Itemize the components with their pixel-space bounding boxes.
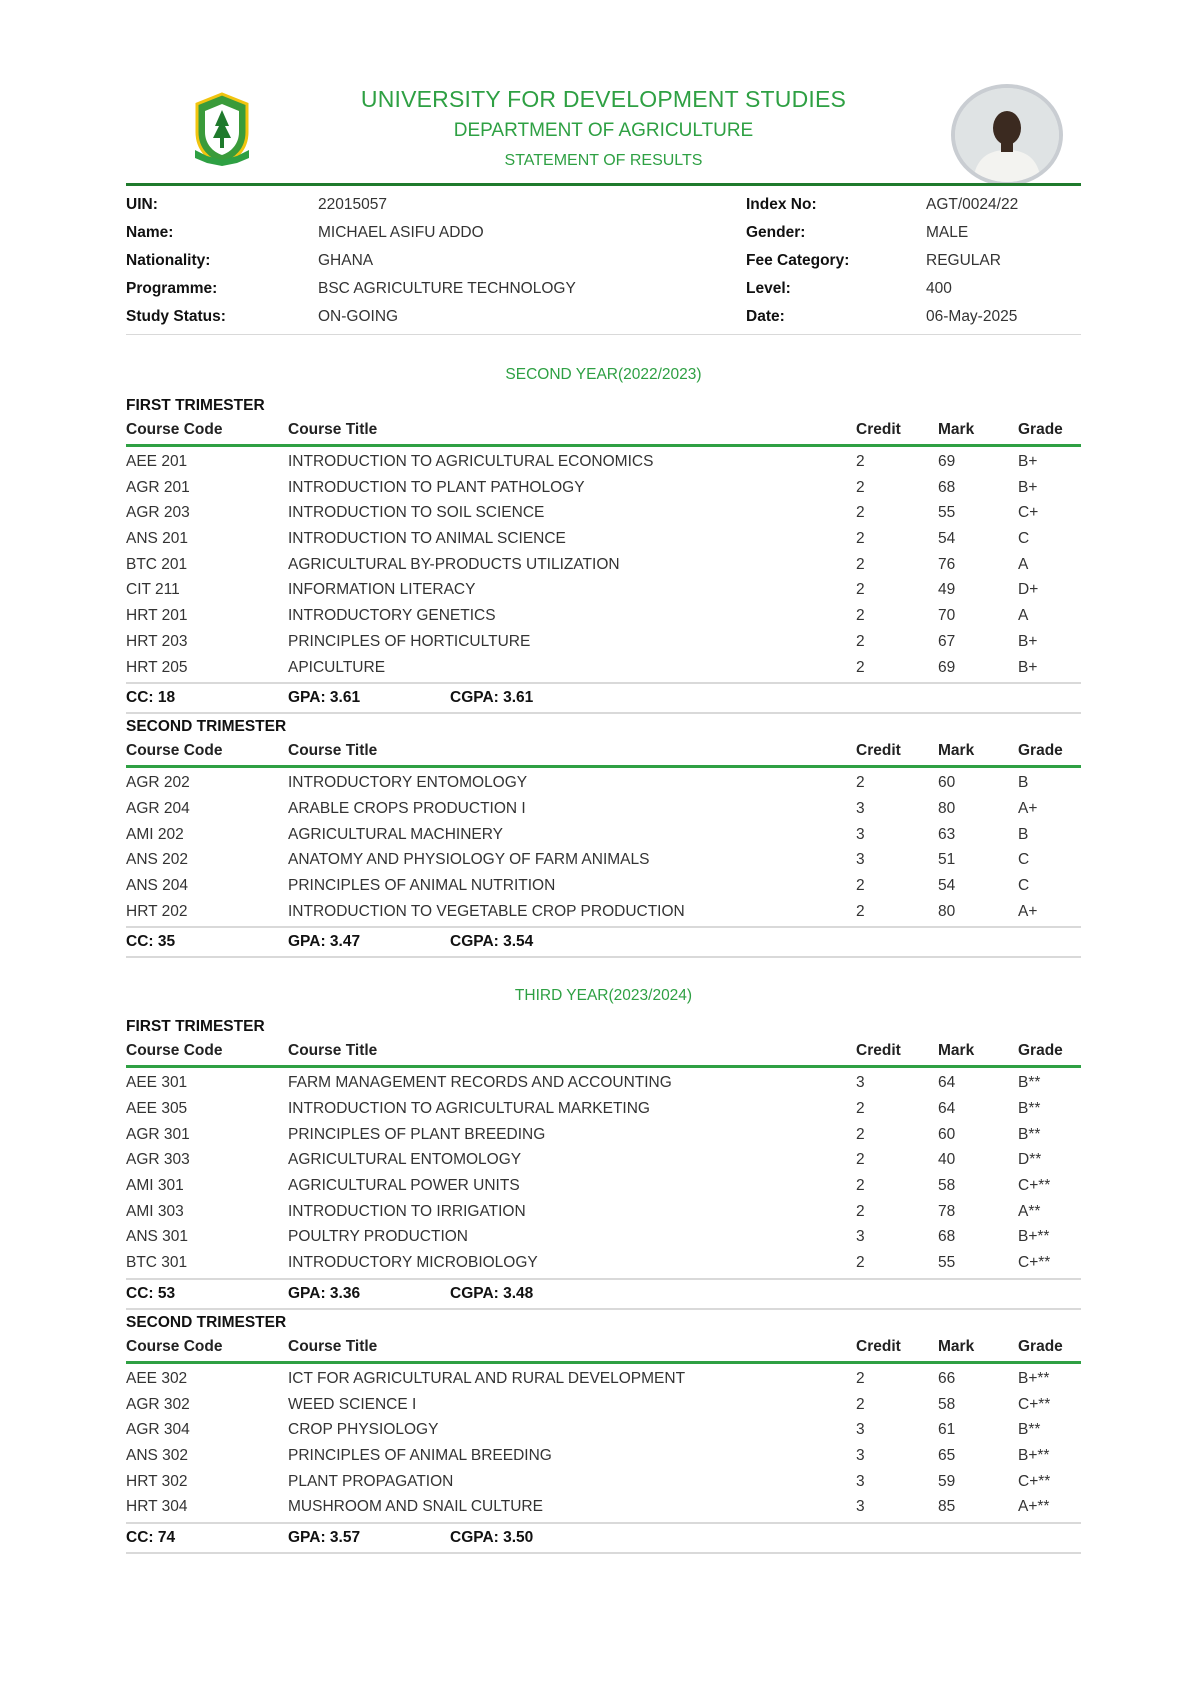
course-title-header: Course Title (288, 1042, 378, 1060)
table-row (126, 1122, 1081, 1148)
course-title: AGRICULTURAL ENTOMOLOGY (288, 1151, 522, 1169)
header-divider (126, 183, 1081, 186)
course-code: HRT 201 (126, 607, 188, 625)
table-row (126, 1443, 1081, 1469)
document-header (126, 0, 1081, 186)
table-header (126, 417, 1081, 447)
credit-value: 3 (856, 825, 865, 843)
mark-value: 61 (938, 1421, 956, 1439)
course-code: CIT 211 (126, 581, 180, 599)
table-header (126, 1038, 1081, 1068)
gender-value: MALE (926, 224, 969, 241)
study-status-value: ON-GOING (318, 308, 399, 325)
mark-value: 70 (938, 607, 956, 625)
grade-header: Grade (1018, 742, 1063, 760)
course-title: PRINCIPLES OF ANIMAL NUTRITION (288, 876, 556, 894)
grade-value: B+** (1018, 1228, 1050, 1246)
course-title-header: Course Title (288, 1337, 378, 1355)
trimester-summary (126, 926, 1081, 958)
fee-category-label: Fee Category: (746, 252, 850, 269)
grade-value: D+ (1018, 581, 1039, 599)
course-title: INTRODUCTION TO VEGETABLE CROP PRODUCTION (288, 902, 685, 920)
mark-value: 80 (938, 902, 956, 920)
table-row (126, 1417, 1081, 1443)
nationality-value: GHANA (318, 252, 374, 269)
credit-count: CC: 53 (126, 1284, 176, 1302)
credit-value: 2 (856, 1369, 865, 1387)
course-title: AGRICULTURAL MACHINERY (288, 825, 504, 843)
credit-value: 3 (856, 851, 865, 869)
info-row (126, 276, 1081, 304)
grade-header: Grade (1018, 1337, 1063, 1355)
grade-value: C+** (1018, 1177, 1051, 1195)
course-code: AGR 204 (126, 799, 190, 817)
mark-value: 54 (938, 876, 956, 894)
course-title: PLANT PROPAGATION (288, 1472, 454, 1490)
table-row (126, 1199, 1081, 1225)
university-name: UNIVERSITY FOR DEVELOPMENT STUDIES (360, 86, 847, 112)
course-code: ANS 204 (126, 876, 189, 894)
course-title-header: Course Title (288, 421, 378, 438)
course-code-header: Course Code (126, 742, 223, 760)
course-title: INTRODUCTORY ENTOMOLOGY (288, 774, 528, 792)
mark-value: 49 (938, 581, 956, 599)
grade-value: A (1018, 607, 1029, 625)
course-code: AGR 301 (126, 1125, 190, 1143)
table-row (126, 1250, 1081, 1276)
grade-header: Grade (1018, 1042, 1063, 1060)
grade-value: B** (1018, 1074, 1041, 1092)
mark-value: 58 (938, 1395, 956, 1413)
course-code: AEE 302 (126, 1369, 188, 1387)
course-code: HRT 203 (126, 632, 188, 650)
credit-value: 2 (856, 632, 865, 650)
course-code: AGR 202 (126, 774, 190, 792)
nationality-label: Nationality: (126, 252, 211, 269)
trimester-block (126, 1016, 1081, 1310)
study-status-label: Study Status: (126, 308, 226, 325)
cgpa-value: CGPA: 3.48 (450, 1284, 534, 1302)
grade-value: B** (1018, 1421, 1041, 1439)
mark-header: Mark (938, 421, 975, 438)
table-row (126, 1096, 1081, 1122)
year-title: THIRD YEAR(2023/2024) (514, 987, 693, 1005)
credit-value: 3 (856, 1421, 865, 1439)
cgpa-value: CGPA: 3.54 (450, 933, 534, 951)
info-row (126, 220, 1081, 248)
table-header (126, 738, 1081, 768)
mark-value: 69 (938, 658, 956, 676)
course-title: CROP PHYSIOLOGY (288, 1421, 439, 1439)
credit-header: Credit (856, 1337, 901, 1355)
course-title: INTRODUCTION TO AGRICULTURAL ECONOMICS (288, 453, 654, 470)
mark-value: 54 (938, 530, 956, 548)
credit-value: 2 (856, 774, 865, 792)
course-title: INTRODUCTION TO SOIL SCIENCE (288, 504, 545, 522)
course-code-header: Course Code (126, 1337, 223, 1355)
course-title: POULTRY PRODUCTION (288, 1228, 468, 1246)
grade-value: A+ (1018, 799, 1038, 817)
year-title: SECOND YEAR(2022/2023) (505, 366, 702, 383)
grade-value: B+** (1018, 1369, 1050, 1387)
credit-value: 2 (856, 658, 865, 676)
mark-value: 51 (938, 851, 956, 869)
table-row (126, 847, 1081, 873)
course-title: INTRODUCTION TO IRRIGATION (288, 1202, 526, 1220)
table-row (126, 1173, 1081, 1199)
course-title: ICT FOR AGRICULTURAL AND RURAL DEVELOPMENT (288, 1369, 686, 1387)
grade-value: B+** (1018, 1446, 1050, 1464)
credit-value: 2 (856, 1177, 865, 1195)
mark-value: 67 (938, 632, 956, 650)
course-title: INTRODUCTION TO ANIMAL SCIENCE (288, 530, 566, 548)
trimester-block (126, 716, 1081, 958)
course-code-header: Course Code (126, 1042, 223, 1060)
uin-value: 22015057 (318, 196, 387, 213)
credit-value: 2 (856, 478, 865, 496)
table-row (126, 1147, 1081, 1173)
info-row (126, 248, 1081, 276)
mark-value: 64 (938, 1100, 956, 1117)
credit-value: 2 (856, 1395, 865, 1413)
table-row (126, 1366, 1081, 1392)
table-header (126, 1334, 1081, 1364)
mark-value: 68 (938, 1228, 956, 1246)
gpa-value: GPA: 3.36 (288, 1284, 361, 1302)
title-block (126, 86, 1081, 174)
course-title: INTRODUCTION TO AGRICULTURAL MARKETING (288, 1100, 650, 1117)
grade-value: B (1018, 774, 1029, 792)
grade-value: C+** (1018, 1472, 1051, 1490)
grade-value: C (1018, 530, 1030, 548)
course-title: APICULTURE (288, 658, 386, 676)
course-code: BTC 301 (126, 1254, 188, 1272)
grade-value: C+ (1018, 504, 1039, 522)
course-code: AGR 203 (126, 504, 190, 522)
mark-value: 63 (938, 825, 956, 843)
table-row (126, 770, 1081, 796)
course-code: HRT 304 (126, 1498, 188, 1516)
grade-value: B+ (1018, 453, 1038, 470)
course-title: AGRICULTURAL BY-PRODUCTS UTILIZATION (288, 555, 620, 573)
date-label: Date: (746, 308, 785, 325)
grade-value: A** (1018, 1202, 1041, 1220)
grade-value: A+ (1018, 902, 1038, 920)
credit-value: 2 (856, 581, 865, 599)
results-section (126, 363, 1081, 1554)
course-title: PRINCIPLES OF PLANT BREEDING (288, 1125, 546, 1143)
table-row (126, 449, 1081, 475)
grade-value: A (1018, 555, 1029, 573)
credit-value: 2 (856, 530, 865, 548)
trimester-title: SECOND TRIMESTER (126, 1313, 287, 1331)
gender-label: Gender: (746, 224, 806, 241)
name-value: MICHAEL ASIFU ADDO (318, 224, 484, 241)
name-label: Name: (126, 224, 174, 241)
course-code: ANS 302 (126, 1446, 189, 1464)
department-name: DEPARTMENT OF AGRICULTURE (453, 120, 754, 141)
credit-value: 2 (856, 902, 865, 920)
trimester-summary (126, 1522, 1081, 1554)
trimester-title: FIRST TRIMESTER (126, 1018, 265, 1036)
cgpa-value: CGPA: 3.61 (450, 689, 534, 707)
mark-value: 69 (938, 453, 956, 470)
table-row (126, 899, 1081, 925)
course-code: AGR 201 (126, 478, 190, 496)
mark-value: 55 (938, 1254, 956, 1272)
table-row (126, 873, 1081, 899)
course-title: AGRICULTURAL POWER UNITS (288, 1177, 520, 1195)
mark-value: 66 (938, 1369, 956, 1387)
credit-value: 2 (856, 607, 865, 625)
course-code: AMI 303 (126, 1202, 184, 1220)
course-code: ANS 201 (126, 530, 189, 548)
credit-value: 2 (856, 1100, 865, 1117)
credit-value: 3 (856, 1446, 865, 1464)
table-row (126, 1070, 1081, 1096)
grade-value: B** (1018, 1125, 1041, 1143)
course-code: AGR 302 (126, 1395, 190, 1413)
course-code: ANS 202 (126, 851, 189, 869)
mark-value: 60 (938, 1125, 956, 1143)
credit-value: 3 (856, 1498, 865, 1516)
credit-count: CC: 35 (126, 933, 176, 951)
mark-header: Mark (938, 742, 975, 760)
grade-value: B+ (1018, 478, 1038, 496)
student-photo (951, 84, 1063, 186)
info-row (126, 192, 1081, 220)
course-title: INTRODUCTORY GENETICS (288, 607, 496, 625)
index-label: Index No: (746, 196, 817, 213)
course-code: AGR 304 (126, 1421, 190, 1439)
course-title: WEED SCIENCE I (288, 1395, 417, 1413)
fee-category-value: REGULAR (926, 252, 1001, 269)
course-code: HRT 205 (126, 658, 188, 676)
course-code: AMI 301 (126, 1177, 184, 1195)
table-row (126, 603, 1081, 629)
grade-value: B+ (1018, 632, 1038, 650)
course-code: ANS 301 (126, 1228, 189, 1246)
table-row (126, 1224, 1081, 1250)
index-value: AGT/0024/22 (926, 196, 1019, 213)
course-title: INTRODUCTORY MICROBIOLOGY (288, 1254, 538, 1272)
table-row (126, 526, 1081, 552)
gpa-value: GPA: 3.61 (288, 689, 361, 707)
table-row (126, 475, 1081, 501)
programme-label: Programme: (126, 280, 218, 297)
credit-value: 2 (856, 1151, 865, 1169)
credit-value: 3 (856, 799, 865, 817)
mark-value: 68 (938, 478, 956, 496)
course-code: AEE 305 (126, 1100, 188, 1117)
grade-value: B (1018, 825, 1029, 843)
info-row (126, 304, 1081, 332)
mark-header: Mark (938, 1042, 975, 1060)
grade-value: D** (1018, 1151, 1042, 1169)
trimester-summary (126, 682, 1081, 714)
credit-header: Credit (856, 1042, 901, 1060)
statement-page (126, 0, 1081, 1554)
table-row (126, 500, 1081, 526)
credit-value: 3 (856, 1228, 865, 1246)
course-title: INTRODUCTION TO PLANT PATHOLOGY (288, 478, 585, 496)
grade-value: B** (1018, 1100, 1041, 1117)
grade-value: A+** (1018, 1498, 1050, 1516)
credit-header: Credit (856, 742, 901, 760)
date-value: 06-May-2025 (926, 308, 1018, 325)
course-title: INFORMATION LITERACY (288, 581, 476, 599)
table-row (126, 655, 1081, 681)
mark-value: 59 (938, 1472, 956, 1490)
mark-value: 85 (938, 1498, 956, 1516)
trimester-title: SECOND TRIMESTER (126, 718, 287, 736)
course-title: PRINCIPLES OF ANIMAL BREEDING (288, 1446, 552, 1464)
grade-value: B+ (1018, 658, 1038, 676)
table-row (126, 1494, 1081, 1520)
trimester-summary (126, 1278, 1081, 1310)
credit-count: CC: 74 (126, 1528, 176, 1546)
mark-value: 78 (938, 1202, 956, 1220)
course-code: HRT 202 (126, 902, 188, 920)
course-code: AMI 202 (126, 825, 184, 843)
document-title: STATEMENT OF RESULTS (504, 152, 703, 169)
trimester-block (126, 395, 1081, 714)
mark-value: 55 (938, 504, 956, 522)
table-row (126, 1469, 1081, 1495)
table-row (126, 796, 1081, 822)
mark-value: 60 (938, 774, 956, 792)
credit-value: 2 (856, 555, 865, 573)
gpa-value: GPA: 3.47 (288, 933, 361, 951)
grade-value: C+** (1018, 1254, 1051, 1272)
table-row (126, 629, 1081, 655)
credit-value: 2 (856, 1202, 865, 1220)
mark-value: 80 (938, 799, 956, 817)
course-code-header: Course Code (126, 421, 223, 438)
credit-value: 2 (856, 504, 865, 522)
course-title: PRINCIPLES OF HORTICULTURE (288, 632, 531, 650)
level-label: Level: (746, 280, 791, 297)
mark-value: 64 (938, 1074, 956, 1092)
trimester-title: FIRST TRIMESTER (126, 397, 265, 414)
grade-value: C (1018, 851, 1030, 869)
mark-value: 76 (938, 555, 956, 573)
credit-value: 2 (856, 453, 865, 470)
table-row (126, 822, 1081, 848)
cgpa-value: CGPA: 3.50 (450, 1528, 534, 1546)
trimester-block (126, 1312, 1081, 1554)
credit-value: 2 (856, 876, 865, 894)
course-title: MUSHROOM AND SNAIL CULTURE (288, 1498, 543, 1516)
programme-value: BSC AGRICULTURE TECHNOLOGY (318, 280, 576, 297)
credit-value: 3 (856, 1074, 865, 1092)
mark-header: Mark (938, 1337, 975, 1355)
uin-label: UIN: (126, 196, 158, 213)
course-code: AEE 201 (126, 453, 188, 470)
course-title: ARABLE CROPS PRODUCTION I (288, 799, 526, 817)
info-divider (126, 334, 1081, 335)
student-info (126, 192, 1081, 335)
level-value: 400 (926, 280, 952, 297)
grade-header: Grade (1018, 421, 1063, 438)
grade-value: C (1018, 876, 1030, 894)
table-row (126, 1392, 1081, 1418)
credit-header: Credit (856, 421, 901, 438)
credit-value: 2 (856, 1125, 865, 1143)
credit-count: CC: 18 (126, 689, 176, 707)
course-code: AEE 301 (126, 1074, 188, 1092)
course-code: HRT 302 (126, 1472, 188, 1490)
course-code: BTC 201 (126, 555, 188, 573)
course-code: AGR 303 (126, 1151, 190, 1169)
table-row (126, 552, 1081, 578)
table-row (126, 577, 1081, 603)
credit-value: 2 (856, 1254, 865, 1272)
mark-value: 40 (938, 1151, 956, 1169)
grade-value: C+** (1018, 1395, 1051, 1413)
credit-value: 3 (856, 1472, 865, 1490)
course-title: FARM MANAGEMENT RECORDS AND ACCOUNTING (288, 1074, 672, 1092)
course-title-header: Course Title (288, 742, 378, 760)
mark-value: 65 (938, 1446, 956, 1464)
student-portrait-image (955, 88, 1059, 182)
course-title: ANATOMY AND PHYSIOLOGY OF FARM ANIMALS (288, 851, 650, 869)
gpa-value: GPA: 3.57 (288, 1528, 361, 1546)
mark-value: 58 (938, 1177, 956, 1195)
